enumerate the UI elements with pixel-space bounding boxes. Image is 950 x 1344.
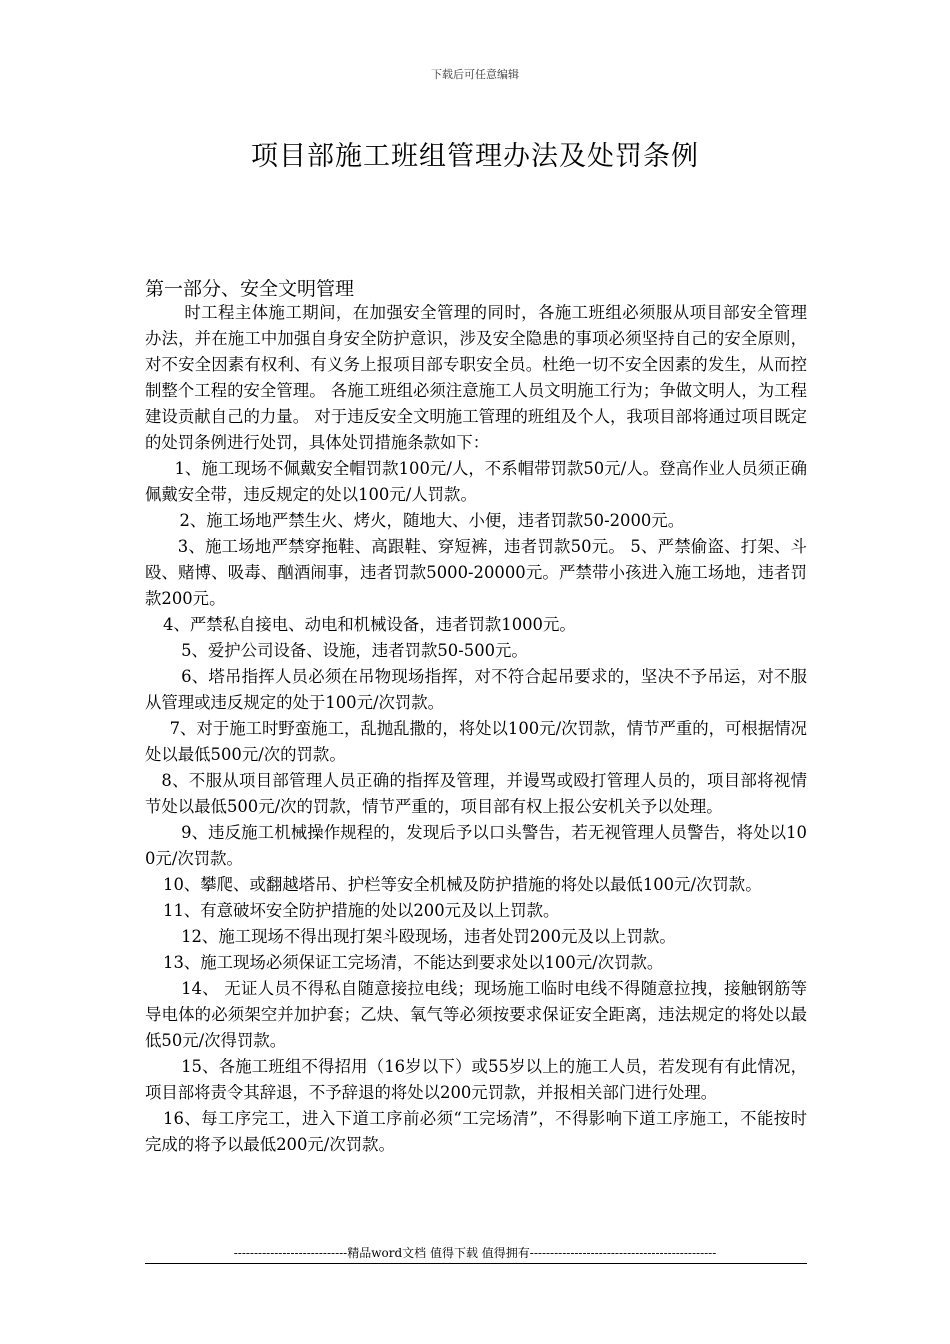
clause-11: 11、有意破坏安全防护措施的处以200元及以上罚款。 xyxy=(163,901,560,920)
intro-paragraph: 时工程主体施工期间，在加强安全管理的同时，各施工班组必须服从项目部安全管理办法，并在施工中加强自身安全防护意识，涉及安全隐患的事项必须坚持自己的安全原则，对不安全因素有权利、有义务上报项目部专职安全员。杜绝一切不安全因素的发生，从而控制整个工程的安全管理。 各施工班组必须注意施工人员文明施工行为；争做文明人，为工程建设贡献自己的力量。 对于违反安全文明施工管理的班组及个人，我项目部将通过项目既定的处罚条例进行处罚，具体处罚措施条款如下： xyxy=(145,303,807,452)
clause-7: 7、对于施工时野蛮施工，乱抛乱撒的，将处以100元/次罚款，情节严重的，可根据情况处以最低500元/次的罚款。 xyxy=(145,719,807,764)
clause-6: 6、塔吊指挥人员必须在吊物现场指挥，对不符合起吊要求的，坚决不予吊运，对不服从管理或违反规定的处于100元/次罚款。 xyxy=(145,667,807,712)
clause-14: 14、 无证人员不得私自随意接拉电线；现场施工临时电线不得随意拉拽，接触钢筋等导电体的必须架空并加护套；乙炔、氧气等必须按要求保证安全距离，违法规定的将处以最低50元/次得罚款。 xyxy=(145,979,807,1050)
clause-12: 12、施工现场不得出现打架斗殴现场，违者处罚200元及以上罚款。 xyxy=(181,927,676,946)
section-body xyxy=(145,300,807,1158)
section-heading: 第一部分、安全文明管理 xyxy=(145,278,355,300)
footer-rule xyxy=(145,1263,807,1264)
clause-2: 2、施工场地严禁生火、烤火，随地大、小便，违者罚款50-2000元。 xyxy=(179,511,685,530)
clause-16: 16、每工序完工，进入下道工序前必须“工完场清”，不得影响下道工序施工，不能按时完成的将予以最低200元/次罚款。 xyxy=(145,1109,807,1154)
clause-8: 8、不服从项目部管理人员正确的指挥及管理，并谩骂或殴打管理人员的，项目部将视情节处以最低500元/次的罚款，情节严重的，项目部有权上报公安机关予以处理。 xyxy=(145,771,807,816)
clause-1: 1、施工现场不佩戴安全帽罚款100元/人，不系帽带罚款50元/人。登高作业人员须正确佩戴安全带，违反规定的处以100元/人罚款。 xyxy=(145,459,807,504)
header-note: 下载后可任意编辑 xyxy=(431,68,519,81)
clause-13: 13、施工现场必须保证工完场清，不能达到要求处以100元/次罚款。 xyxy=(163,953,664,972)
clause-10: 10、攀爬、或翻越塔吊、护栏等安全机械及防护措施的将处以最低100元/次罚款。 xyxy=(163,875,762,894)
footer-text: ----------------------------精品word文档 值得下载 值得拥有---------------------------------------------- xyxy=(233,1246,717,1260)
clause-9: 9、违反施工机械操作规程的，发现后予以口头警告，若无视管理人员警告，将处以100元/次罚款。 xyxy=(145,823,807,868)
clause-15: 15、各施工班组不得招用（16岁以下）或55岁以上的施工人员，若发现有有此情况，项目部将责令其辞退，不予辞退的将处以200元罚款，并报相关部门进行处理。 xyxy=(145,1057,807,1102)
clause-4: 4、严禁私自接电、动电和机械设备，违者罚款1000元。 xyxy=(163,615,576,634)
clause-3: 3、施工场地严禁穿拖鞋、高跟鞋、穿短裤，违者罚款50元。 5、严禁偷盗、打架、斗殴、赌博、吸毒、酗酒闹事，违者罚款5000-20000元。严禁带小孩进入施工场地，违者罚款200元。 xyxy=(145,537,807,608)
clause-5: 5、爱护公司设备、设施，违者罚款50-500元。 xyxy=(181,641,528,660)
document-title: 项目部施工班组管理办法及处罚条例 xyxy=(251,141,699,172)
